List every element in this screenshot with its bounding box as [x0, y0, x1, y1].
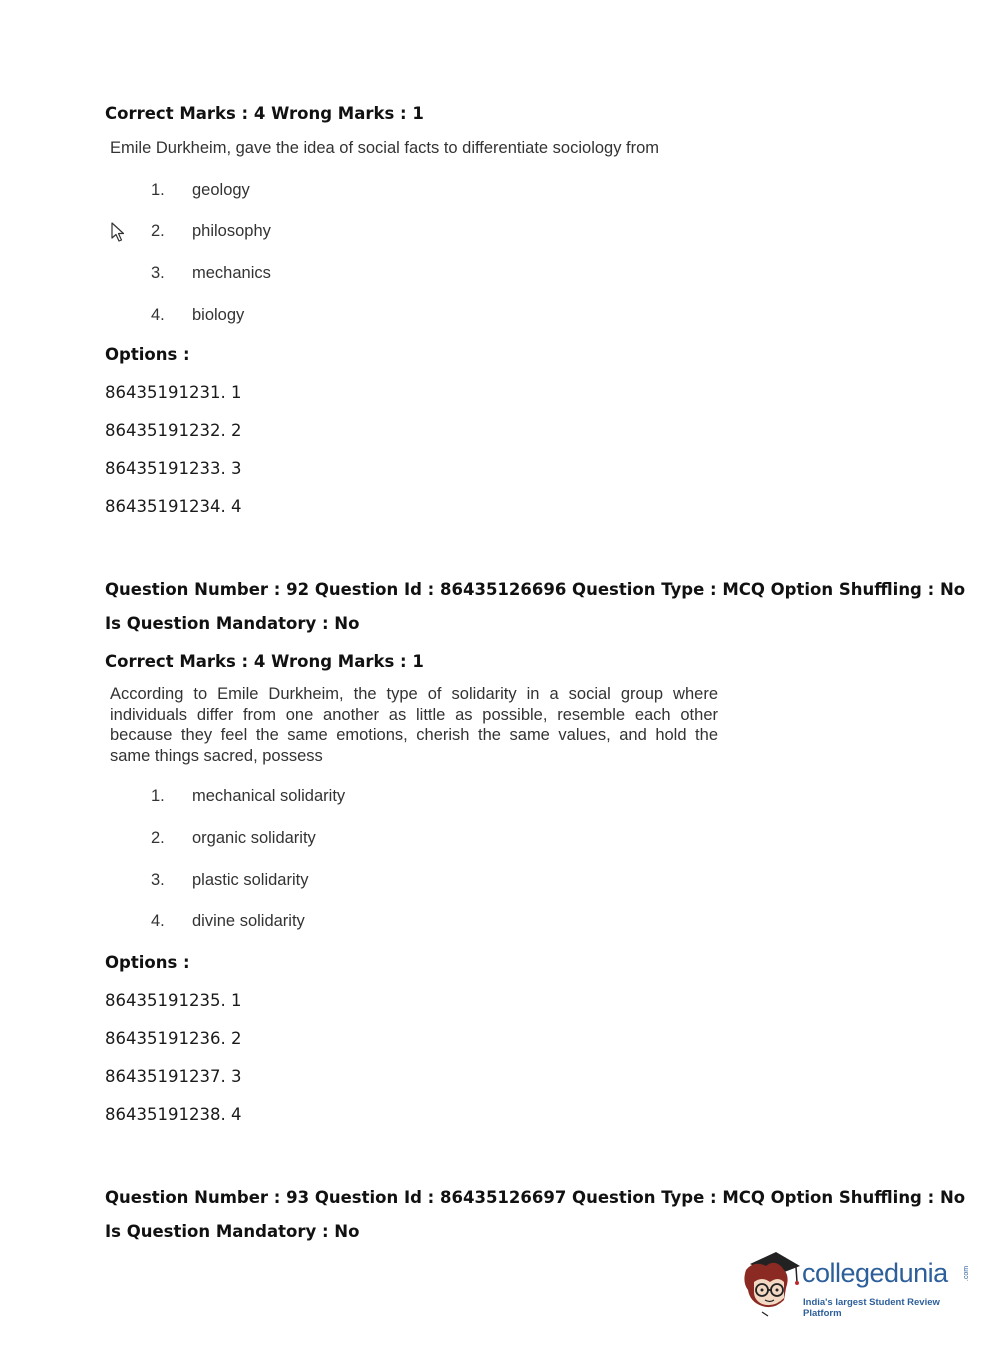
collegedunia-mascot-icon	[740, 1248, 802, 1320]
choice-number: 2.	[151, 829, 165, 847]
choice-number: 3.	[151, 264, 165, 282]
choice-text: geology	[192, 181, 250, 199]
option-id: 86435191233. 3	[105, 459, 242, 478]
correct-marks-2: Correct Marks : 4 Wrong Marks : 1	[105, 652, 424, 671]
question-mandatory: Is Question Mandatory : No	[105, 614, 360, 633]
question-header-93: Question Number : 93 Question Id : 86435126697 Question Type : MCQ Option Shuffling : No	[105, 1188, 966, 1207]
logo-wordmark: collegedunia	[802, 1258, 948, 1288]
question-line: same things sacred, possess	[110, 746, 323, 765]
pointer-cursor-icon	[110, 222, 126, 242]
choice-text: philosophy	[192, 222, 271, 240]
question-line: individuals differ from one another as little as possible, resemble each other	[110, 705, 718, 724]
choice-number: 4.	[151, 912, 165, 930]
choice-text: mechanical solidarity	[192, 787, 346, 805]
choice-number: 3.	[151, 871, 165, 889]
question-text-1: Emile Durkheim, gave the idea of social facts to differentiate sociology from	[110, 139, 660, 157]
question-text-2	[110, 684, 718, 766]
option-id: 86435191236. 2	[105, 1029, 242, 1048]
collegedunia-logo	[740, 1248, 970, 1320]
choice-number: 4.	[151, 306, 165, 324]
logo-tagline: India's largest Student Review Platform	[803, 1297, 940, 1319]
logo-com: .com	[963, 1265, 971, 1282]
choice-text: organic solidarity	[192, 829, 316, 847]
option-id: 86435191234. 4	[105, 497, 242, 516]
choice-text: biology	[192, 306, 245, 324]
option-id: 86435191232. 2	[105, 421, 242, 440]
option-id: 86435191238. 4	[105, 1105, 242, 1124]
question-mandatory: Is Question Mandatory : No	[105, 1222, 360, 1241]
option-id: 86435191237. 3	[105, 1067, 242, 1086]
options-label: Options :	[105, 953, 190, 972]
choice-text: plastic solidarity	[192, 871, 309, 889]
choice-number: 2.	[151, 222, 165, 240]
choice-number: 1.	[151, 787, 165, 805]
option-id: 86435191235. 1	[105, 991, 242, 1010]
choice-text: divine solidarity	[192, 912, 305, 930]
option-id: 86435191231. 1	[105, 383, 242, 402]
options-label: Options :	[105, 345, 190, 364]
correct-marks-1: Correct Marks : 4 Wrong Marks : 1	[105, 104, 424, 123]
question-header-92: Question Number : 92 Question Id : 86435126696 Question Type : MCQ Option Shuffling : No	[105, 580, 966, 599]
question-line: because they feel the same emotions, cherish the same values, and hold the	[110, 726, 718, 744]
choice-text: mechanics	[192, 264, 271, 282]
choice-number: 1.	[151, 181, 165, 199]
question-line: According to Emile Durkheim, the type of solidarity in a social group where	[110, 685, 718, 703]
